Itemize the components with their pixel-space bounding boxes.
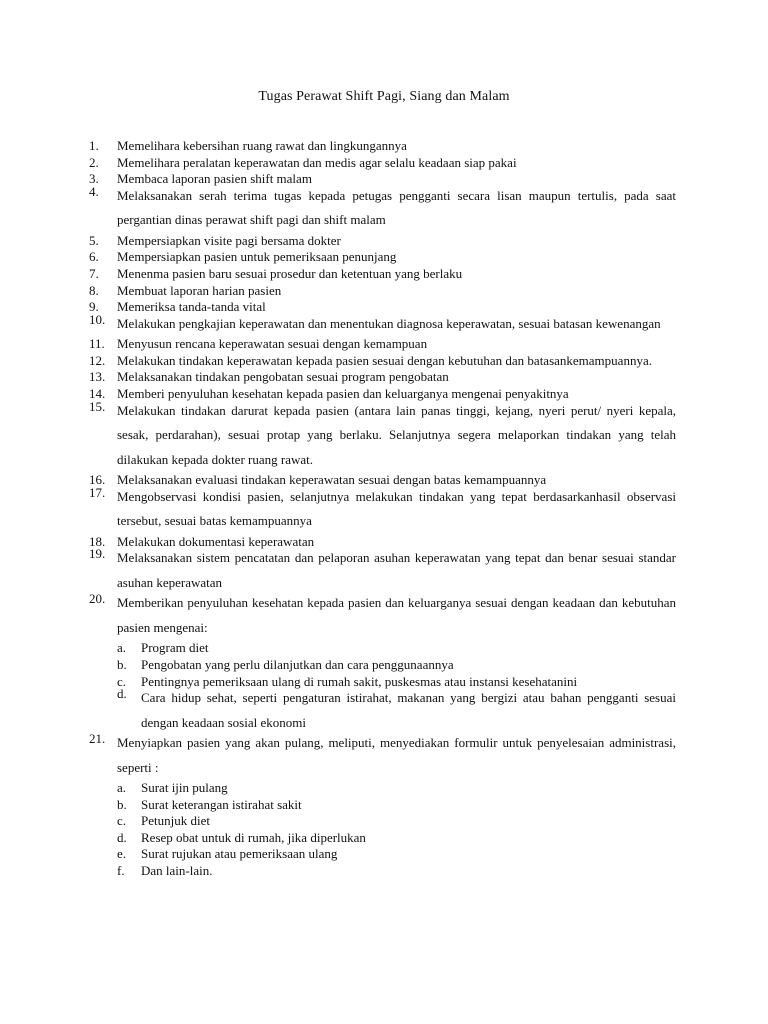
item-number: 6.	[89, 249, 99, 265]
item-number: 14.	[89, 386, 106, 402]
item-number: 20.	[89, 591, 106, 607]
sub-item-label: c.	[117, 813, 127, 829]
item-text: Memeriksa tanda-tanda vital	[117, 299, 266, 315]
item-text: Memberi penyuluhan kesehatan kepada pasien dan keluarganya mengenai penyakitnya	[117, 386, 569, 402]
list-item	[0, 266, 768, 283]
list-item	[0, 312, 768, 337]
item-text: Menyusun rencana keperawatan sesuai dengan kemampuan	[117, 336, 428, 352]
item-number: 1.	[89, 138, 99, 153]
item-text: Melakukan tindakan keperawatan kepada pasien sesuai dengan kebutuhan dan batasankemampuannya.	[117, 352, 652, 368]
sub-item-text: Pentingnya pemeriksaan ulang di rumah sakit, puskesmas atau instansi kesehatanini	[141, 673, 578, 689]
item-number: 10.	[89, 311, 106, 327]
item-text: Melakukan tindakan darurat kepada pasien (antara lain panas tinggi, kejang, nyeri perut/ nyeri kepala, sesak, perdarahan), sesuai protap yang berlaku. Selanjutnya segera melaporkan tindakan yang telah dilakukan kepada dokter ruang rawat.	[117, 402, 676, 467]
sub-list-item	[117, 780, 676, 797]
item-text: Melakukan dokumentasi keperawatan	[117, 533, 315, 549]
sub-item-label: b.	[117, 656, 127, 672]
sub-item-text: Surat rujukan atau pemeriksaan ulang	[141, 846, 338, 862]
sub-item-text: Surat ijin pulang	[141, 780, 228, 796]
item-text: Melaksanakan serah terima tugas kepada petugas pengganti secara lisan maupun tertulis, pada saat pergantian dinas perawat shift pagi dan shift malam	[117, 187, 676, 228]
sub-item-text: Program diet	[141, 640, 209, 656]
item-text: Mempersiapkan visite pagi bersama dokter	[117, 232, 341, 248]
list-item	[0, 353, 768, 370]
sub-list-item	[117, 830, 676, 847]
sub-item-text: Petunjuk diet	[141, 813, 210, 829]
item-number: 21.	[89, 731, 106, 747]
list-item	[0, 591, 768, 735]
item-number: 11.	[89, 336, 105, 352]
item-text: Membuat laporan harian pasien	[117, 282, 282, 298]
item-text: Membaca laporan pasien shift malam	[117, 171, 312, 187]
item-number: 16.	[89, 472, 106, 488]
list-item	[0, 399, 768, 473]
item-text: Melakukan pengkajian keperawatan dan menentukan diagnosa keperawatan, sesuai batasan kewenangan	[117, 315, 661, 331]
list-item	[0, 369, 768, 386]
item-number: 8.	[89, 282, 99, 298]
list-item	[0, 485, 768, 534]
sub-item-label: d.	[117, 686, 127, 702]
item-text: Mengobservasi kondisi pasien, selanjutnya melakukan tindakan yang tepat berdasarkanhasil observasi tersebut, sesuai batas kemampuannya	[117, 488, 676, 529]
sub-item-label: b.	[117, 796, 127, 812]
page-title: Tugas Perawat Shift Pagi, Siang dan Malam	[258, 89, 510, 104]
sub-list-item	[117, 686, 676, 735]
item-number: 2.	[89, 154, 99, 170]
item-number: 9.	[89, 299, 99, 315]
item-text: Memberikan penyuluhan kesehatan kepada pasien dan keluarganya sesuai dengan keadaan dan kebutuhan pasien mengenai:	[117, 595, 676, 635]
item-text: Menenma pasien baru sesuai prosedur dan ketentuan yang berlaku	[117, 265, 463, 281]
sub-list-item	[117, 846, 676, 863]
sub-list	[117, 780, 676, 880]
item-number: 5.	[89, 232, 99, 248]
item-number: 3.	[89, 171, 99, 187]
sub-list-item	[117, 863, 676, 880]
sub-item-text: Surat keterangan istirahat sakit	[141, 796, 302, 812]
item-number: 15.	[89, 398, 106, 414]
item-text: Melaksanakan tindakan pengobatan sesuai program pengobatan	[117, 369, 449, 385]
sub-item-label: e.	[117, 846, 127, 862]
item-number: 17.	[89, 484, 106, 500]
list-item	[0, 546, 768, 595]
sub-item-label: a.	[117, 640, 127, 656]
sub-list-item	[117, 657, 676, 674]
item-text: Menyiapkan pasien yang akan pulang, meliputi, menyediakan formulir untuk penyelesaian administrasi, seperti :	[117, 735, 676, 775]
list-item	[0, 184, 768, 233]
sub-item-label: a.	[117, 780, 127, 796]
sub-item-text: Resep obat untuk di rumah, jika diperlukan	[141, 829, 366, 845]
item-number: 12.	[89, 352, 106, 368]
sub-item-label: d.	[117, 829, 127, 845]
list-item	[0, 336, 768, 353]
sub-item-text: Pengobatan yang perlu dilanjutkan dan cara penggunaannya	[141, 656, 454, 672]
list-item	[0, 731, 768, 880]
item-number: 7.	[89, 265, 99, 281]
sub-item-text: Cara hidup sehat, seperti pengaturan istirahat, makanan yang bergizi atau bahan pengganti sesuai dengan keadaan sosial ekonomi	[141, 690, 676, 730]
item-text: Melaksanakan sistem pencatatan dan pelaporan asuhan keperawatan yang tepat dan benar sesuai standar asuhan keperawatan	[117, 550, 676, 590]
list-item	[0, 233, 768, 250]
list-item	[0, 138, 768, 155]
list-item	[0, 249, 768, 266]
sub-item-label: f.	[117, 863, 125, 879]
sub-item-text: Dan lain-lain.	[141, 863, 213, 879]
item-text: Memelihara kebersihan ruang rawat dan lingkungannya	[117, 138, 407, 153]
sub-list	[117, 640, 676, 735]
list-item	[0, 283, 768, 300]
sub-list-item	[117, 797, 676, 814]
item-number: 19.	[89, 546, 106, 562]
item-number: 4.	[89, 183, 99, 199]
item-number: 13.	[89, 369, 106, 385]
item-text: Memelihara peralatan keperawatan dan medis agar selalu keadaan siap pakai	[117, 154, 517, 170]
item-text: Melaksanakan evaluasi tindakan keperawatan sesuai dengan batas kemampuannya	[117, 472, 547, 488]
sub-list-item	[117, 640, 676, 657]
sub-item-label: c.	[117, 673, 127, 689]
item-number: 18.	[89, 533, 106, 549]
sub-list-item	[117, 813, 676, 830]
item-text: Mempersiapkan pasien untuk pemeriksaan penunjang	[117, 249, 397, 265]
task-list	[0, 138, 768, 880]
list-item	[0, 155, 768, 172]
